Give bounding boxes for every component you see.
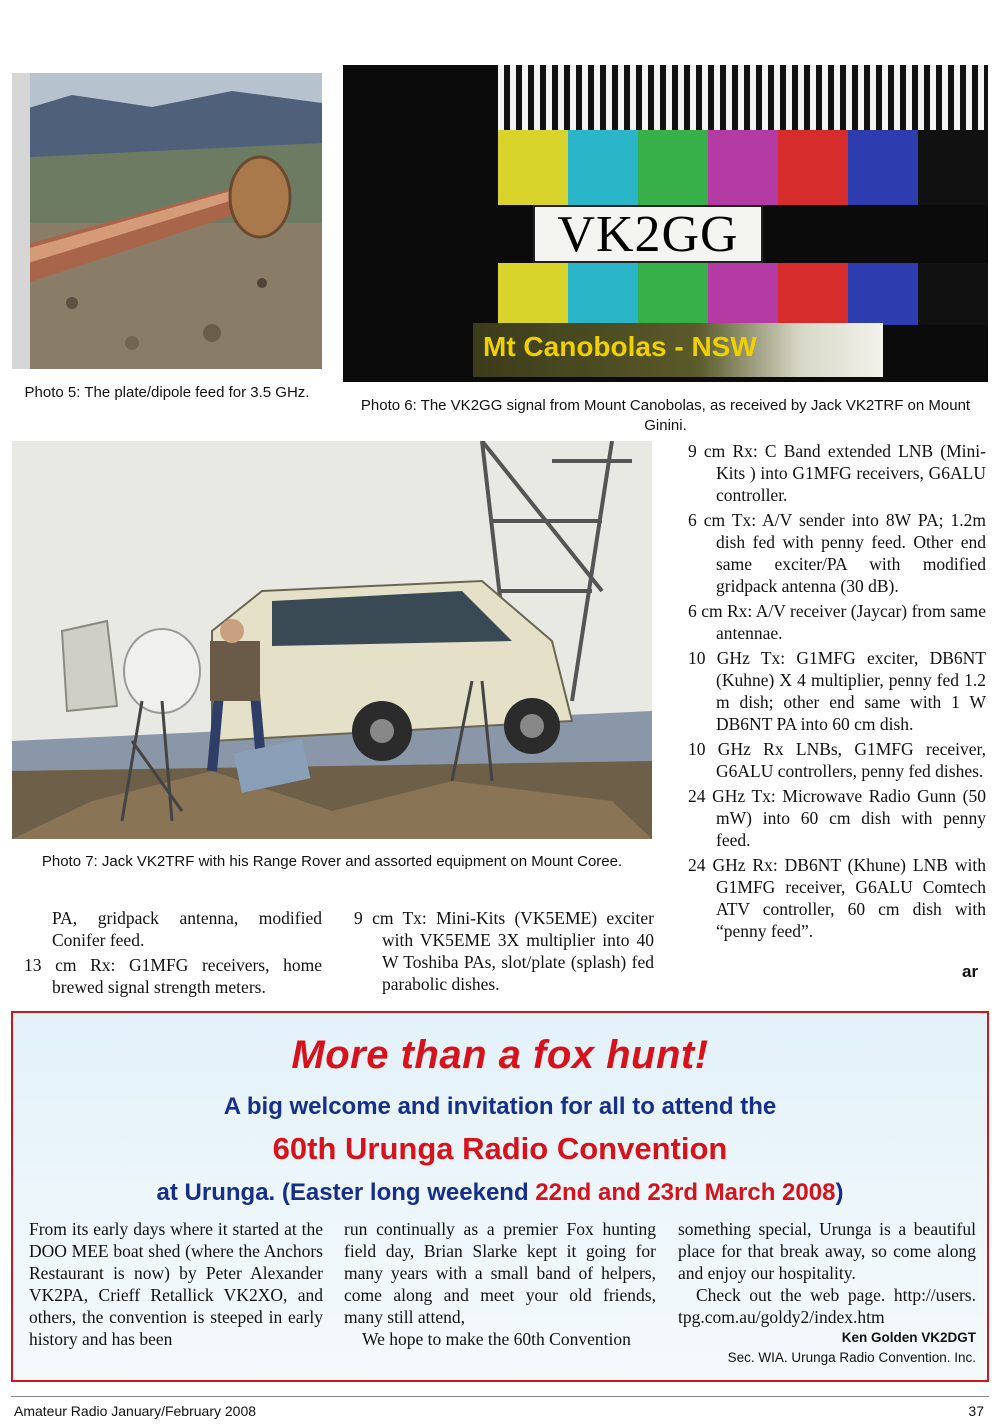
test-card-color-bars-top xyxy=(498,130,988,205)
convention-advert xyxy=(11,1011,989,1382)
advert-web-link[interactable]: Check out the web page. http://users. tpg.com.au/goldy2/index.htm xyxy=(678,1285,976,1327)
article-end-mark: ar xyxy=(962,962,979,981)
equipment-item: 9 cm Rx: C Band extended LNB (Mini-Kits ) into G1MFG receivers, G6ALU controller. xyxy=(688,441,986,505)
advert-paragraph: We hope to make the 60th Convention xyxy=(362,1329,631,1349)
equipment-item-continued: PA, gridpack antenna, modified Conifer feed. xyxy=(52,908,322,950)
photo-6-image xyxy=(343,65,988,382)
advert-column-3 xyxy=(678,1218,976,1368)
advert-paragraph: something special, Urunga is a beautiful place for that break away, so come along and enjoy our hospitality. xyxy=(678,1219,976,1283)
photo-7-caption: Photo 7: Jack VK2TRF with his Range Rover and assorted equipment on Mount Coree. xyxy=(41,853,623,870)
advert-when-dates: 22nd and 23rd March 2008 xyxy=(535,1179,836,1206)
photo-7-image xyxy=(12,441,652,839)
equipment-item: 10 GHz Rx LNBs, G1MFG receiver, G6ALU controllers, penny fed dishes. xyxy=(688,739,986,781)
footer-rule xyxy=(11,1396,989,1397)
equipment-item: 24 GHz Rx: DB6NT (Khune) LNB with G1MFG receiver, G6ALU Comtech ATV controller, 60 cm dish with “penny feed”. xyxy=(688,855,986,941)
photo-6-caption: Photo 6: The VK2GG signal from Mount Canobolas, as received by Jack VK2TRF on Mount Ginini. xyxy=(360,397,971,434)
advert-subtitle: A big welcome and invitation for all to attend the xyxy=(223,1093,777,1120)
advert-event-name: 60th Urunga Radio Convention xyxy=(272,1131,728,1166)
equipment-item: 9 cm Tx: Mini-Kits (VK5EME) exciter with VK5EME 3X multiplier into 40 W Toshiba PAs, slot/plate (splash) fed parabolic dishes. xyxy=(354,908,654,994)
equipment-list-right xyxy=(688,440,986,945)
footer-page-number: 37 xyxy=(968,1403,984,1419)
advert-event-dates xyxy=(13,1179,987,1207)
advert-paragraph: From its early days where it started at the DOO MEE boat shed (where the Anchors Restaurant is now) by Peter Alexander VK2PA, Crieff Retallick VK2XO, and others, the convention is steeped in early history and has been xyxy=(29,1219,323,1349)
equipment-item: 24 GHz Tx: Microwave Radio Gunn (50 mW) into 60 cm dish with penny feed. xyxy=(688,786,986,850)
test-card-comb xyxy=(498,65,988,130)
advert-signature-name: Ken Golden VK2DGT xyxy=(841,1330,976,1345)
advert-signature-title: Sec. WIA. Urunga Radio Convention. Inc. xyxy=(727,1350,976,1365)
equipment-item: 13 cm Rx: G1MFG receivers, home brewed signal strength meters. xyxy=(24,955,322,997)
advert-column-1 xyxy=(29,1218,323,1350)
test-card-callsign: VK2GG xyxy=(533,205,763,263)
photo-5-image xyxy=(12,73,322,369)
equipment-item: 10 GHz Tx: G1MFG exciter, DB6NT (Kuhne) X 4 multiplier, penny fed 1.2 m dish; other end same with 1 W DB6NT PA into 60 cm dish. xyxy=(688,648,986,734)
footer-publication: Amateur Radio January/February 2008 xyxy=(14,1403,257,1419)
advert-paragraph: run continually as a premier Fox hunting field day, Brian Slarke kept it going for many years with a small band of helpers, come along and meet your old friends, many still attend, xyxy=(344,1219,656,1327)
advert-when-suffix: ) xyxy=(835,1179,844,1206)
test-card-color-bars-bottom xyxy=(498,263,988,325)
equipment-item: 6 cm Tx: A/V sender into 8W PA; 1.2m dish fed with penny feed. Other end same exciter/PA with modified gridpack antenna (30 dB). xyxy=(688,510,986,596)
equipment-list-middle xyxy=(354,907,654,998)
photo-5-caption: Photo 5: The plate/dipole feed for 3.5 GHz. xyxy=(24,384,310,401)
advert-column-2 xyxy=(344,1218,656,1350)
advert-title: More than a fox hunt! xyxy=(291,1033,709,1077)
equipment-list-left xyxy=(24,907,322,1001)
advert-when-prefix: at Urunga. (Easter long weekend xyxy=(156,1179,536,1206)
test-card-location: Mt Canobolas - NSW xyxy=(483,331,757,362)
equipment-item: 6 cm Rx: A/V receiver (Jaycar) from same antennae. xyxy=(688,601,986,643)
